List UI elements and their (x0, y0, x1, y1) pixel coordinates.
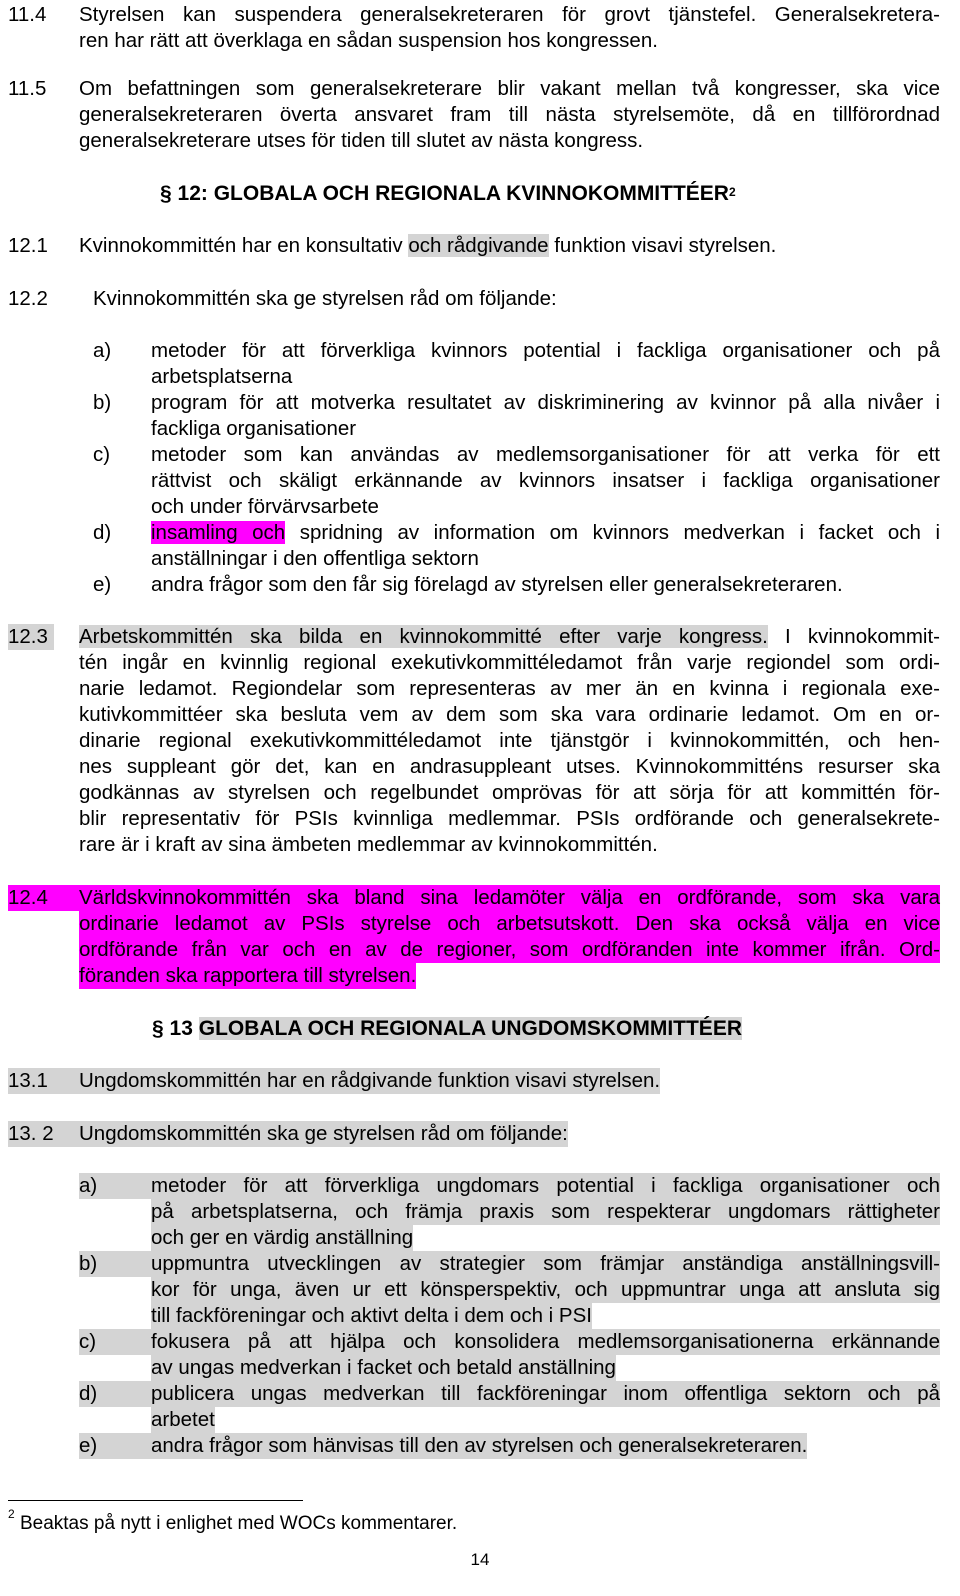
highlighted-text: och rådgivande (408, 234, 549, 257)
section-text: Om befattningen som generalsekreterare blir vakant mellan två kongresser, ska vice (79, 77, 940, 100)
list-item-text: andra frågor som hänvisas till den av styrelsen och generalsekreteraren. (151, 1434, 808, 1457)
page-number: 14 (470, 1550, 490, 1569)
section-symbol: § (152, 1017, 164, 1040)
chapter-heading-12 (160, 181, 736, 207)
section-text: nes suppleant gör det, kan en andrasuppleant utses. Kvinnokommitténs resurser ska (79, 755, 940, 778)
section-number: 11.5 (8, 77, 47, 100)
list-item-text: metoder som kan användas av medlemsorganisationer för att verka för ett (151, 443, 940, 466)
section-text: Ungdomskommittén har en rådgivande funktion visavi styrelsen. (79, 1069, 661, 1092)
heading-number: 13 (169, 1017, 193, 1040)
section-text: Världskvinnokommittén ska bland sina ledamöter välja en ordförande, som ska vara (79, 886, 940, 909)
section-text: Styrelsen kan suspendera generalsekreteraren för grovt tjänstefel. Generalsekretera- (79, 3, 940, 26)
section-number: 12.2 (8, 287, 48, 310)
section-text: Ungdomskommittén ska ge styrelsen råd om följande: (79, 1122, 568, 1145)
section-text: blir representativ för PSIs kvinnliga medlemmar. PSIs ordförande och generalsekrete- (79, 807, 940, 830)
list-item-text: fokusera på att hjälpa och konsolidera medlemsorganisationerna erkännande (151, 1330, 940, 1353)
footnote-divider (8, 1500, 303, 1501)
list-letter: d) (79, 1381, 151, 1407)
list-item-text: arbetsplatserna (151, 365, 293, 388)
highlighted-text: Arbetskommittén ska bilda en kvinnokommitté efter varje kongress. (79, 625, 768, 648)
list-letter: a) (93, 339, 112, 362)
list-item-text: anställningar i den offentliga sektorn (151, 547, 479, 570)
list-letter: b) (93, 391, 112, 414)
list-item-text: och ger en värdig anställning (151, 1226, 414, 1249)
section-text: dinarie regional exekutivkommittéledamot inte tjänstgör i kvinnokommittén, och hen- (79, 729, 940, 752)
section-text: ordförande från var och en av de regioner, som ordföranden inte kommer ifrån. Ord- (79, 938, 940, 961)
list-letter: e) (79, 1433, 151, 1459)
section-number: 12.1 (8, 234, 48, 257)
highlighted-text: insamling och (151, 521, 286, 544)
section-text: narie ledamot. Regiondelar som representeras av mer än en kvinna i regionala exe- (79, 677, 940, 700)
section-text: ordinarie ledamot av PSIs styrelse och arbetsutskott. Den ska också välja en vice (79, 912, 940, 935)
text-run: Kvinnokommittén har en konsultativ (79, 234, 409, 257)
section-text: tén ingår en kvinnlig regional exekutivkommittéledamot från varje regiondel som ordi- (79, 651, 940, 674)
list-item-text: metoder för att förverkliga kvinnors potential i fackliga organisationer och på (151, 339, 940, 362)
footnote-mark: 2 (8, 1507, 15, 1521)
section-number: 13.1 (8, 1068, 79, 1094)
list-letter: e) (93, 573, 112, 596)
section-number: 13. 2 (8, 1121, 79, 1147)
list-item-text: program för att motverka resultatet av diskriminering av kvinnor på alla nivåer i (151, 391, 940, 414)
list-item-text: rättvist och skäligt erkännande av kvinnors insatser i fackliga organisationer (151, 469, 940, 492)
list-item-text: fackliga organisationer (151, 417, 357, 440)
section-number: 12.4 (8, 885, 79, 911)
list-item-text: och under förvärvsarbete (151, 495, 379, 518)
footnote-text: Beaktas på nytt i enlighet med WOCs kommentarer. (19, 1513, 458, 1534)
heading-text: GLOBALA OCH REGIONALA UNGDOMSKOMMITTÉER (198, 1017, 742, 1040)
list-item-text: på arbetsplatserna, och främja praxis som respekterar ungdomars rättigheter (151, 1200, 940, 1223)
text-run: spridning av information om kvinnors medverkan i facket och i (285, 521, 940, 544)
list-item-text: publicera ungas medverkan till fackföreningar inom offentliga sektorn och på (151, 1382, 940, 1405)
list-letter: a) (79, 1173, 151, 1199)
section-text: föranden ska rapportera till styrelsen. (79, 964, 417, 987)
list-letter: b) (79, 1251, 151, 1277)
list-item-text: av ungas medverkan i facket och betald anställning (151, 1356, 616, 1379)
list-letter: d) (93, 521, 112, 544)
list-item-text (151, 520, 940, 546)
section-text: generalsekreterare utses för tiden till slutet av nästa kongress. (79, 129, 644, 152)
section-number: 12.3 (8, 624, 54, 650)
list-item-text: metoder för att förverkliga ungdomars potential i fackliga organisationer och (151, 1174, 940, 1197)
list-item-text: andra frågor som den får sig förelagd av styrelsen eller generalsekreteraren. (151, 573, 843, 596)
footnote-reference: 2 (728, 185, 736, 199)
text-run: funktion visavi styrelsen. (548, 234, 777, 257)
section-text (79, 624, 940, 650)
heading-text: 12: GLOBALA OCH REGIONALA KVINNOKOMMITTÉER (177, 182, 729, 205)
section-text: ren har rätt att överklaga en sådan suspension hos kongressen. (79, 29, 658, 52)
chapter-heading-13 (152, 1016, 742, 1042)
list-item-text: kor för unga, även ur ett könsperspektiv, och uppmuntrar unga att ansluta sig (151, 1278, 940, 1301)
section-text: rare är i kraft av sina ämbeten medlemmar av kvinnokommittén. (79, 833, 658, 856)
text-run: I kvinnokommit- (767, 625, 940, 648)
section-text: godkännas av styrelsen och regelbundet omprövas för att sörja för att kommittén för- (79, 781, 940, 804)
list-letter: c) (93, 443, 111, 466)
list-letter: c) (79, 1329, 151, 1355)
section-text (79, 233, 776, 259)
list-item-text: arbetet (151, 1408, 215, 1431)
section-text: generalsekreteraren överta ansvaret fram till nästa styrelsemöte, då en tillförordnad (79, 103, 940, 126)
section-number: 11.4 (8, 3, 47, 26)
list-item-text: uppmuntra utvecklingen av strategier som främjar anständiga anställningsvill- (151, 1252, 940, 1275)
section-text: Kvinnokommittén ska ge styrelsen råd om följande: (93, 287, 557, 310)
section-symbol: § (160, 182, 172, 205)
footnote (8, 1507, 458, 1535)
section-text: kutivkommittéer ska besluta vem av dem som ska vara ordinarie ledamot. Om en or- (79, 703, 940, 726)
list-item-text: till fackföreningar och aktivt delta i dem och i PSI (151, 1304, 592, 1327)
